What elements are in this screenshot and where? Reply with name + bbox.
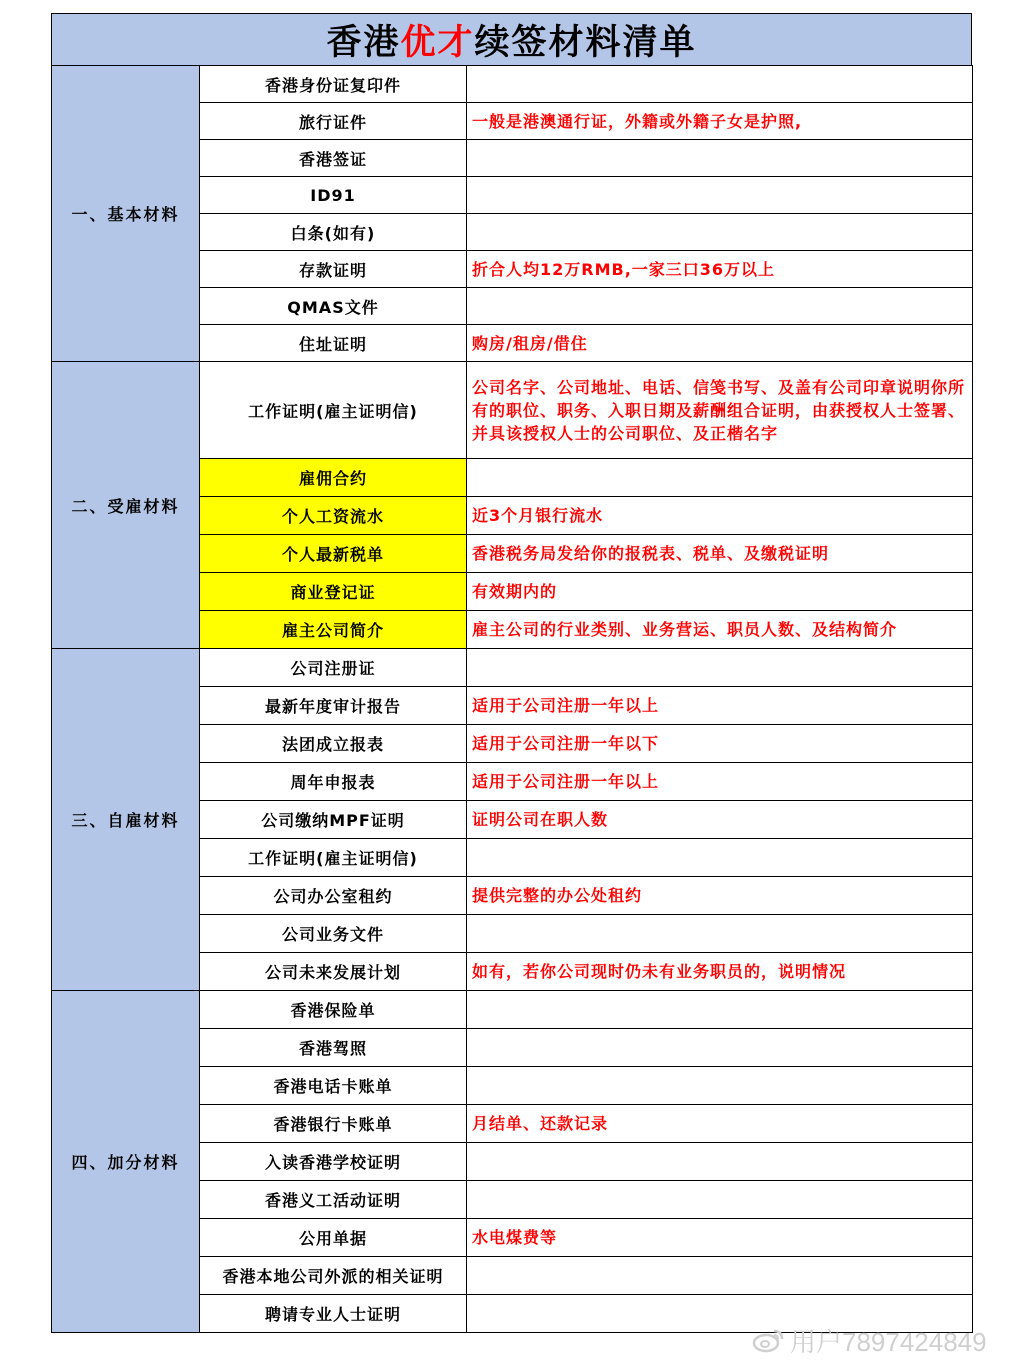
item-cell: 香港本地公司外派的相关证明 [200,1257,467,1295]
materials-table [51,65,973,1333]
weibo-watermark [752,1318,1022,1362]
note-cell [467,214,973,251]
item-cell: 白条(如有) [200,214,467,251]
watermark-text: 用户7897424849 [790,1326,987,1357]
note-cell [467,1029,973,1067]
note-cell: 购房/租房/借住 [467,325,973,362]
note-cell: 近3个月银行流水 [467,497,973,535]
item-cell-highlighted: 商业登记证 [200,573,467,611]
note-cell [467,1143,973,1181]
table-row [52,649,973,687]
item-cell: 香港保险单 [200,991,467,1029]
item-cell: 入读香港学校证明 [200,1143,467,1181]
note-cell [467,140,973,177]
section-label-self-employed: 三、自雇材料 [52,649,200,991]
item-cell: 公司注册证 [200,649,467,687]
item-cell: 法团成立报表 [200,725,467,763]
note-cell: 雇主公司的行业类别、业务营运、职员人数、及结构简介 [467,611,973,649]
item-cell: 工作证明(雇主证明信) [200,839,467,877]
title-prefix: 香港 [326,22,401,63]
item-cell-highlighted: 个人工资流水 [200,497,467,535]
item-cell: 公司未来发展计划 [200,953,467,991]
note-cell [467,839,973,877]
title-highlight: 优才 [400,22,475,63]
item-cell: 公司缴纳MPF证明 [200,801,467,839]
item-cell: 公司办公室租约 [200,877,467,915]
item-cell: 旅行证件 [200,103,467,140]
note-cell: 适用于公司注册一年以上 [467,687,973,725]
note-cell: 适用于公司注册一年以下 [467,725,973,763]
item-cell: ID91 [200,177,467,214]
page-title [51,13,972,66]
weibo-logo-icon [752,1326,786,1354]
table-row [52,362,973,459]
note-cell: 提供完整的办公处租约 [467,877,973,915]
note-cell: 公司名字、公司地址、电话、信笺书写、及盖有公司印章说明你所有的职位、职务、入职日期及薪酬组合证明，由获授权人士签署、并具该授权人士的公司职位、及正楷名字 [467,362,973,459]
note-cell [467,1067,973,1105]
item-cell: 香港签证 [200,140,467,177]
item-cell: 最新年度审计报告 [200,687,467,725]
note-cell: 证明公司在职人数 [467,801,973,839]
title-suffix: 续签材料清单 [474,22,697,63]
table-row [52,991,973,1029]
note-cell: 月结单、还款记录 [467,1105,973,1143]
item-cell: 聘请专业人士证明 [200,1295,467,1333]
item-cell: 公司业务文件 [200,915,467,953]
item-cell: 香港身份证复印件 [200,66,467,103]
item-cell-highlighted: 个人最新税单 [200,535,467,573]
item-cell: 住址证明 [200,325,467,362]
item-cell: 周年申报表 [200,763,467,801]
note-cell: 折合人均12万RMB,一家三口36万以上 [467,251,973,288]
note-cell [467,649,973,687]
item-cell: QMAS文件 [200,288,467,325]
note-cell: 一般是港澳通行证，外籍或外籍子女是护照, [467,103,973,140]
note-cell [467,459,973,497]
note-cell [467,915,973,953]
note-cell [467,66,973,103]
section-label-bonus: 四、加分材料 [52,991,200,1333]
note-cell: 有效期内的 [467,573,973,611]
item-cell-highlighted: 雇佣合约 [200,459,467,497]
item-cell: 香港电话卡账单 [200,1067,467,1105]
note-cell: 适用于公司注册一年以上 [467,763,973,801]
item-cell-highlighted: 雇主公司简介 [200,611,467,649]
item-cell: 公用单据 [200,1219,467,1257]
note-cell [467,991,973,1029]
section-label-employed: 二、受雇材料 [52,362,200,649]
note-cell [467,1257,973,1295]
section-label-basic: 一、基本材料 [52,66,200,362]
note-cell: 如有，若你公司现时仍未有业务职员的，说明情况 [467,953,973,991]
note-cell [467,177,973,214]
note-cell: 香港税务局发给你的报税表、税单、及缴税证明 [467,535,973,573]
item-cell: 香港银行卡账单 [200,1105,467,1143]
item-cell: 存款证明 [200,251,467,288]
table-row [52,66,973,103]
note-cell [467,1181,973,1219]
item-cell: 香港义工活动证明 [200,1181,467,1219]
item-cell: 工作证明(雇主证明信) [200,362,467,459]
item-cell: 香港驾照 [200,1029,467,1067]
note-cell: 水电煤费等 [467,1219,973,1257]
note-cell [467,288,973,325]
materials-sheet [51,13,972,1358]
